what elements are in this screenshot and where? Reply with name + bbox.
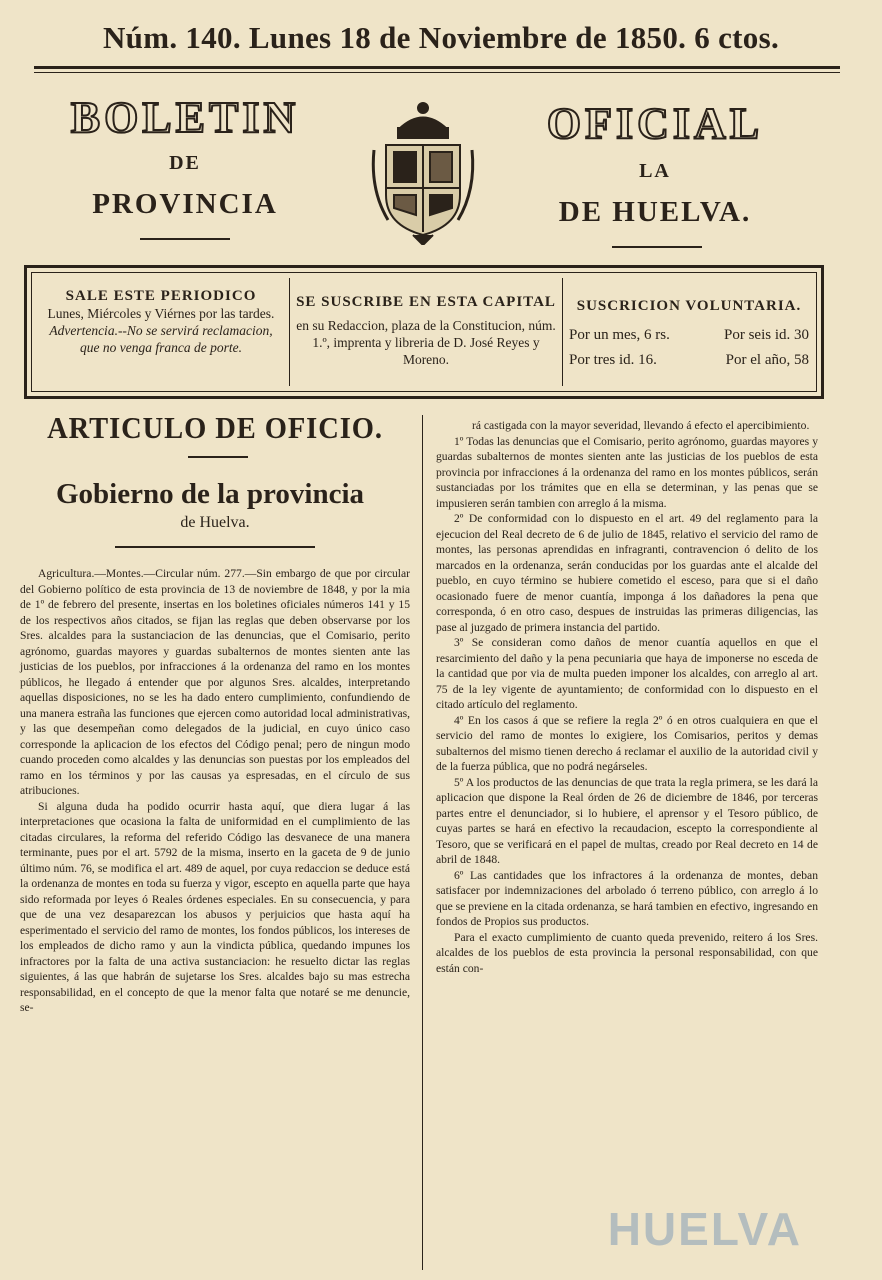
article-heading: Gobierno de la provincia xyxy=(55,478,364,510)
title-de-huelva: DE HUELVA. xyxy=(558,196,752,228)
coat-of-arms-icon xyxy=(368,100,478,245)
heading-rule xyxy=(115,546,315,548)
subscription-box xyxy=(24,265,824,399)
col2-title: SE SUSCRIBE EN ESTA CAPITAL xyxy=(296,294,556,310)
price-row-2 xyxy=(569,352,809,369)
right-column xyxy=(436,418,818,976)
left-paragraph: Si alguna duda ha podido ocurrir hasta aquí, que diera lugar á las interpretaciones que ocasiona la falta de uniformidad en el cumplimiento de las citadas circulares, la reforma del referido Código las desvanece de una manera terminante, pues por el art. 5792 de la misma, inserto en la gaceta de 9 de junio último núm. 76, se modifica el art. 489 de aquel, por cuya redaccion se deduce está la ordenanza de montes en toda su fuerza y vigor, escepto en aquella parte que haya sido reformada por leyes ó Reales órdenes especiales. En su consecuencia, y para que de una vez desaparezcan los abusos y perjuicios que hasta aquí ha esperimentado el servicio del ramo de montes, los fondos públicos, los intereses de los empleados de dicho ramo y aun la vindicta pública, quedando impunes los infractores por la falta de una activa sustanciacion: he resuelto dictar las reglas siguientes, á las que habrán de sujetarse los Sres. alcaldes bajo su mas estrecha responsabilidad, en el concepto de que la menor falta que notaré se me denuncie, se- xyxy=(20,799,410,1014)
right-paragraph: rá castigada con la mayor severidad, llevando á efecto el apercibimiento. xyxy=(472,419,810,432)
col1-note: Advertencia.--No se servirá reclamacion, que no venga franca de porte. xyxy=(49,323,273,355)
box-divider-1 xyxy=(289,278,290,386)
price-right-2: Por el año, 58 xyxy=(725,352,809,368)
article-subheading: de Huelva. xyxy=(180,514,250,531)
title-oficial: OFICIAL xyxy=(546,99,764,148)
box-divider-2 xyxy=(562,278,563,386)
col2-text: en su Redaccion, plaza de la Constitucion, núm. 1.º, imprenta y libreria de D. José Reyes y Moreno. xyxy=(296,318,556,367)
title-right-underline xyxy=(612,246,702,248)
column-separator xyxy=(422,415,423,1270)
right-paragraph: 6º Las cantidades que los infractores á la ordenanza de montes, deban satisfacer por indemnizaciones del arbolado ó terreno público, con arreglo á lo que se previene en la citada ordenanza, se hará tambien en efectivo, ingresando en fondos de Propios sus productos. xyxy=(436,868,818,928)
col1-title: SALE ESTE PERIODICO xyxy=(65,288,257,304)
title-boletin: BOLETIN xyxy=(70,93,300,142)
issue-line: Núm. 140. Lunes 18 de Noviembre de 1850. 6 ctos. xyxy=(102,20,779,55)
top-rule xyxy=(34,66,840,69)
price-right-1: Por seis id. 30 xyxy=(723,327,809,343)
price-row-1 xyxy=(569,327,809,344)
right-paragraph: 1º Todas las denuncias que el Comisario, perito agrónomo, guardas mayores y guardas subalternos de montes sienten ante las justicias de los pueblos de esta provincia por infracciones á la ordenanza del ramo en los montes públicos, serán sustanciadas por los trámites que en ella se determinan, y las penas que se impusieren serán tambien con arreglo á la misma. xyxy=(436,434,818,510)
ornament-divider xyxy=(188,456,248,458)
right-paragraph: 5º A los productos de las denuncias de que trata la regla primera, se les dará la aplicacion que dispone la Real órden de 26 de diciembre de 1846, por terceras partes entre el denunciador, si lo hubiere, el aprensor y el Tesoro público, de cuyas partes se hará en efectivo la recaudacion, escepto la correspondiente al Tesoro, que se verificará en el papel de multas, creado por Real decreto en 14 de abril de 1848. xyxy=(436,775,818,866)
title-la: LA xyxy=(639,160,671,182)
col3-title: SUSCRICION VOLUNTARIA. xyxy=(576,298,802,314)
top-rule-thin xyxy=(34,72,840,73)
section-heading: ARTICULO DE OFICIO. xyxy=(47,410,383,445)
title-de: DE xyxy=(169,152,201,174)
left-column xyxy=(20,566,410,1016)
price-left-1: Por un mes, 6 rs. xyxy=(569,327,670,343)
price-left-2: Por tres id. 16. xyxy=(569,352,657,368)
title-left-underline xyxy=(140,238,230,240)
right-paragraph: Para el exacto cumplimiento de cuanto queda prevenido, reitero á los Sres. alcaldes de los pueblos de esta provincia la personal responsabilidad, con que están con- xyxy=(436,930,818,975)
left-paragraph: Agricultura.—Montes.—Circular núm. 277.—Sin embargo de que por circular del Gobierno político de esta provincia de 13 de noviembre de 1848, y por la mia de 1º de febrero del presente, insertas en los boletines oficiales números 141 y 15 de los respectivos años citados, se fijan las reglas que deben observarse por los Sres. alcaldes para la sustanciacion de las denuncias, que el Comisario, perito agrónomo, guardas mayores y guardas subalternos de montes sienten ante las justicias de los pueblos, por infracciones á la ordenanza del ramo en los montes públicos, he llegado á entender que por algunos Sres. alcaldes, interpretando aquellas disposiciones, no se les ha dado entero cumplimiento, confundiendo de una manera estraña las funciones que ejercen como autoridad local administrativas, y las que desempeñan como delegados de la judicial, en cuyo único caso corresponde la aplicacion de los efectos del Código penal; pero de ningun modo cuando proceden como alcaldes y las denuncias son puestas por los empleados del ramo en los términos y por las causas ya espresadas, en el círculo de sus atribuciones. xyxy=(20,567,410,797)
right-paragraph: 3º Se consideran como daños de menor cuantía aquellos en que el resarcimiento del daño y la pena pecuniaria que haya de imponerse no esceda de la cantidad que por via de multa pueden imponer los alcaldes, con arreglo al art. 75 de la ley vigente de ayuntamiento; de conformidad con lo dispuesto en el citado artículo del reglamento. xyxy=(436,636,818,711)
right-paragraph: 2º De conformidad con lo dispuesto en el art. 49 del reglamento para la ejecucion del Real decreto de 6 de julio de 1845, relativo el servicio del ramo de montes, las personas aprendidas en infragranti, contravencion ó delito de los marcados en la ordenanza, serán conducidas por los guardas ante el alcalde del pueblo, en cuyo término se hubiere cometido el esceso, para que si el daño ocasionado fuere de menor cuantía, imponga á los dañadores la pena que corresponda, ó en otro caso, despues de instruidas las primeras diligencias, las pase al juzgado de primera instancia del partido. xyxy=(436,512,818,634)
huelva-watermark: HUELVA xyxy=(607,1203,802,1255)
right-paragraph: 4º En los casos á que se refiere la regla 2º ó en otros cualquiera en que el servicio del ramo de montes lo exigiere, los Comisarios, peritos y demas subalternos del mismo tienen derecho á reclamar el auxilio de la autoridad civil y de la fuerza pública, que no podrá negárseles. xyxy=(436,713,818,773)
title-provincia: PROVINCIA xyxy=(92,188,278,220)
col1-text: Lunes, Miércoles y Viérnes por las tardes. xyxy=(47,306,275,321)
